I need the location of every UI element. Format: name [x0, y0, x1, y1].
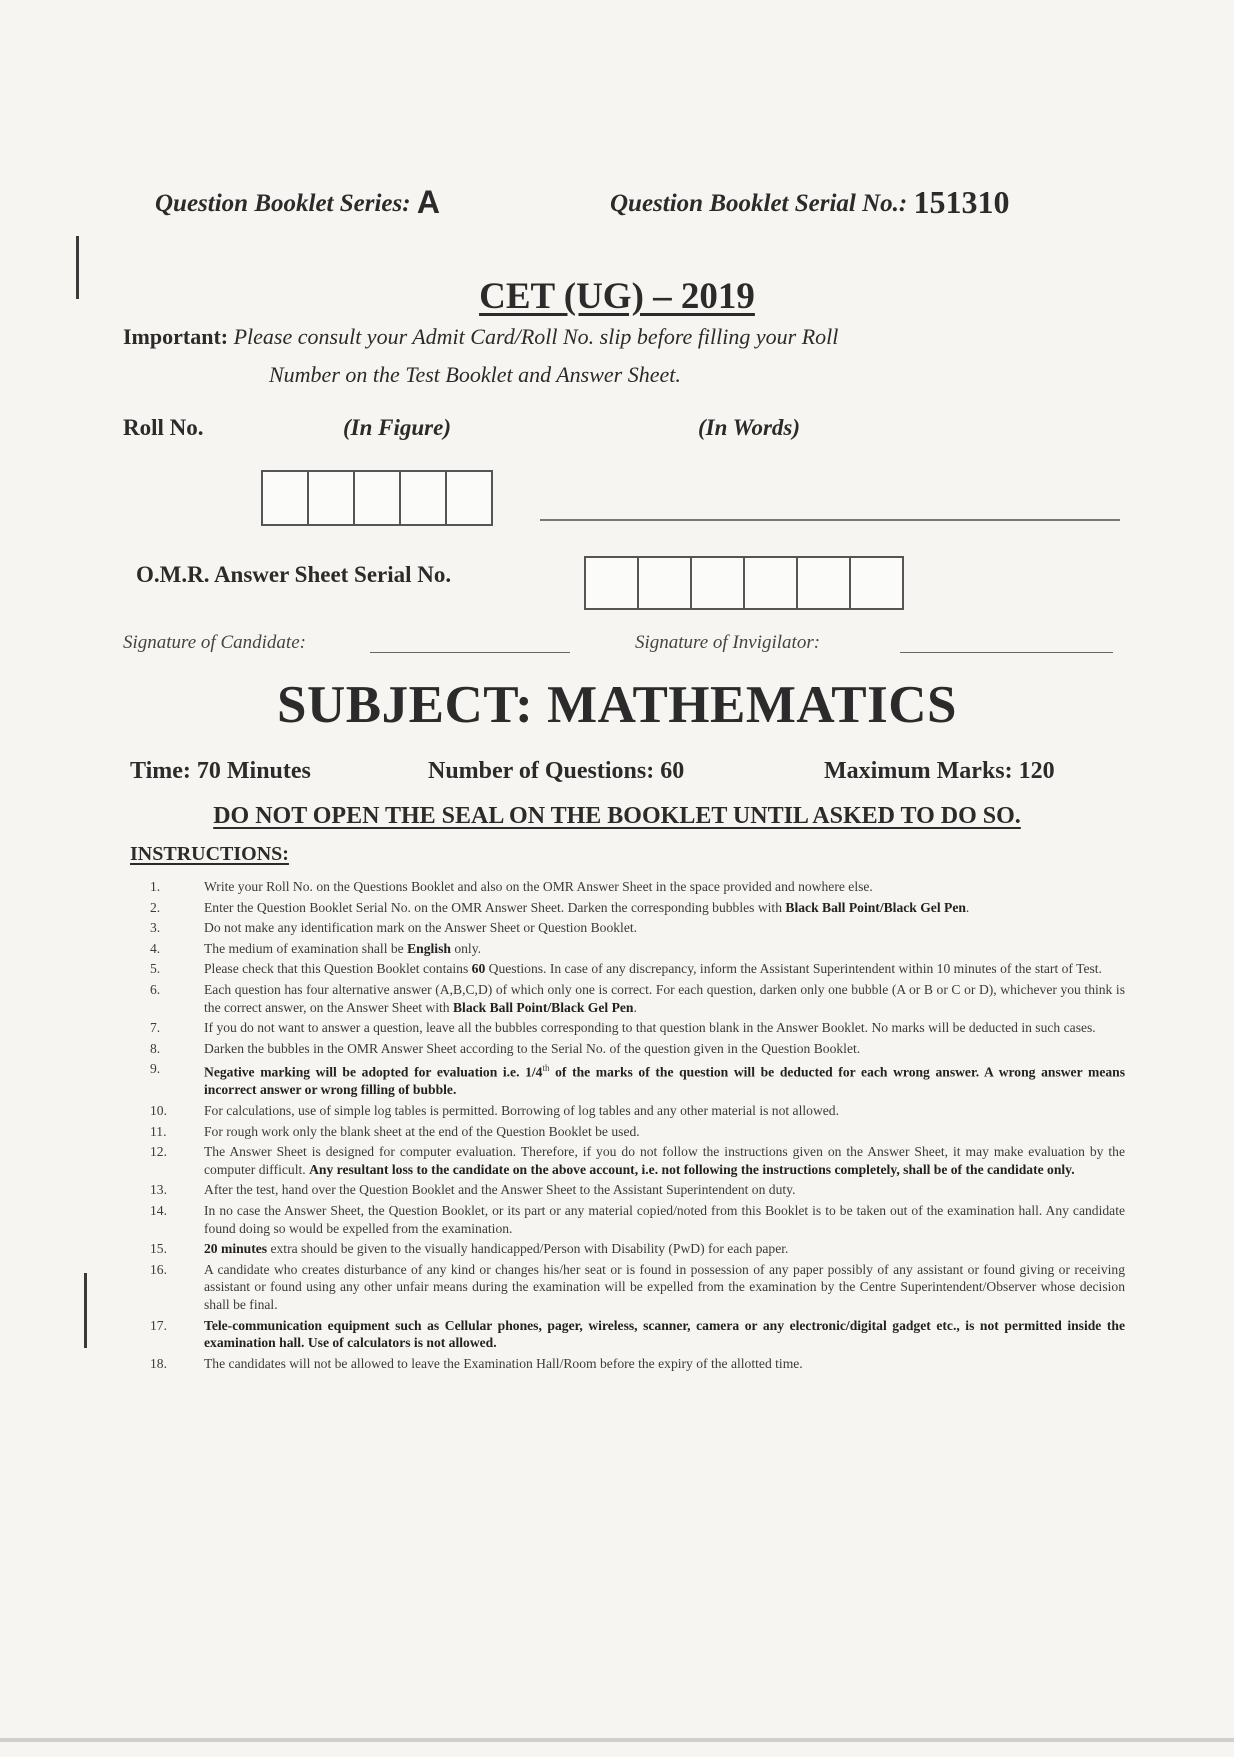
booklet-series-row	[155, 184, 1114, 224]
roll-digit-box[interactable]	[309, 472, 355, 524]
invigilator-signature-label: Signature of Invigilator:	[635, 632, 821, 653]
instruction-text: Do not make any identification mark on the Answer Sheet or Question Booklet.	[204, 920, 638, 936]
instruction-bold-text: Negative marking will be adopted for evaluation i.e. 1/4	[204, 1064, 543, 1080]
instruction-item	[150, 1102, 1125, 1120]
instruction-number: 2.	[150, 899, 161, 915]
instruction-number: 6.	[150, 981, 161, 997]
instruction-number: 17.	[150, 1317, 167, 1333]
seal-warning: DO NOT OPEN THE SEAL ON THE BOOKLET UNTIL ASKED TO DO SO.	[213, 803, 1021, 829]
instruction-number: 18.	[150, 1355, 167, 1371]
instruction-superscript: th	[542, 1063, 550, 1074]
instruction-item	[150, 940, 1125, 958]
instruction-number: 5.	[150, 961, 161, 977]
instruction-number: 9.	[150, 1061, 161, 1077]
instruction-item	[150, 1317, 1125, 1352]
instruction-bold-text-tail: of the marks of the question will be deducted for each wrong answer. A wrong answer means incorrect answer or wrong filling of bubble.	[204, 1064, 1125, 1098]
omr-serial-label: O.M.R. Answer Sheet Serial No.	[136, 562, 452, 587]
instruction-number: 13.	[150, 1182, 167, 1198]
instruction-item	[150, 899, 1125, 917]
instructions-list	[150, 878, 1125, 1375]
omr-digit-box[interactable]	[745, 558, 798, 608]
instruction-item	[150, 1040, 1125, 1058]
instruction-item	[150, 1019, 1125, 1037]
instruction-item	[150, 981, 1125, 1016]
maximum-marks: Maximum Marks: 120	[824, 758, 1055, 784]
instruction-item	[150, 1240, 1125, 1258]
instruction-text: In no case the Answer Sheet, the Question Booklet, or its part or any material copied/noted from this Booklet is to be taken out of the examination hall. Any candidate found doing so would be expelled from the examination.	[204, 1203, 1125, 1236]
instruction-text: The candidates will not be allowed to leave the Examination Hall/Room before the expiry of the allotted time.	[204, 1355, 803, 1371]
page-bottom-edge	[0, 1738, 1234, 1742]
invigilator-signature-line[interactable]	[900, 652, 1113, 653]
instruction-item	[150, 1123, 1125, 1141]
roll-digit-box[interactable]	[447, 472, 491, 524]
instruction-number: 4.	[150, 940, 161, 956]
booklet-series	[155, 184, 440, 221]
omr-digit-box[interactable]	[798, 558, 851, 608]
instruction-item	[150, 878, 1125, 896]
instruction-text-tail: .	[633, 999, 637, 1015]
instruction-text: The Answer Sheet is designed for computer evaluation. Therefore, if you do not follow the instructions given on the Answer Sheet, it may make evaluation by the computer difficult.	[204, 1144, 1125, 1177]
instruction-text-tail: extra should be given to the visually handicapped/Person with Disability (PwD) for each paper.	[267, 1241, 789, 1257]
series-label: Question Booklet Series:	[155, 190, 411, 217]
instruction-text: Darken the bubbles in the OMR Answer Sheet according to the Serial No. of the question given in the Question Booklet.	[204, 1040, 861, 1056]
instruction-item	[150, 1181, 1125, 1199]
instruction-text: A candidate who creates disturbance of any kind or changes his/her seat or is found in possession of any paper possibly of any assistant or found giving or receiving assistant or found using any other unfair means during the examination will be expelled from the examination by the Centre Superintendent/Observer whose decision shall be final.	[204, 1261, 1125, 1312]
omr-serial-boxes[interactable]	[584, 556, 904, 610]
roll-number-boxes[interactable]	[261, 470, 493, 526]
instruction-item	[150, 960, 1125, 978]
instruction-bold-text: Any resultant loss to the candidate on the above account, i.e. not following the instructions completely, shall be of the candidate only.	[309, 1161, 1075, 1177]
instruction-item	[150, 1355, 1125, 1373]
instruction-text: Enter the Question Booklet Serial No. on the OMR Answer Sheet. Darken the corresponding bubbles with	[204, 899, 786, 915]
instruction-item	[150, 1202, 1125, 1237]
instructions-heading: INSTRUCTIONS:	[130, 843, 289, 865]
exam-time: Time: 70 Minutes	[130, 758, 311, 784]
roll-digit-box[interactable]	[263, 472, 309, 524]
instruction-bold-text: English	[407, 940, 451, 956]
important-note	[123, 318, 1123, 394]
series-value: A	[416, 184, 440, 220]
serial-label: Question Booklet Serial No.:	[610, 190, 908, 217]
candidate-signature-line[interactable]	[370, 652, 570, 653]
instruction-number: 11.	[150, 1123, 167, 1139]
subject-title: SUBJECT: MATHEMATICS	[277, 676, 957, 734]
instruction-text-tail: Questions. In case of any discrepancy, inform the Assistant Superintendent within 10 minutes of the start of Test.	[485, 961, 1102, 977]
instruction-number: 7.	[150, 1020, 161, 1036]
roll-digit-box[interactable]	[401, 472, 447, 524]
instruction-bold-text: 60	[471, 961, 486, 977]
instruction-text-tail: .	[965, 899, 970, 915]
instruction-item	[150, 1261, 1125, 1314]
omr-digit-box[interactable]	[639, 558, 692, 608]
booklet-serial	[610, 184, 1010, 221]
roll-digit-box[interactable]	[355, 472, 401, 524]
instruction-number: 8.	[150, 1040, 161, 1056]
instruction-text-tail: only.	[450, 940, 482, 956]
instruction-text: Please check that this Question Booklet contains	[204, 961, 472, 977]
omr-digit-box[interactable]	[586, 558, 639, 608]
important-label: Important:	[123, 324, 229, 349]
roll-in-words-label: (In Words)	[698, 415, 801, 440]
scan-mark-bottom	[84, 1273, 87, 1348]
instruction-item	[150, 919, 1125, 937]
instruction-number: 16.	[150, 1261, 167, 1277]
roll-label: Roll No.	[123, 415, 204, 440]
important-line-1: Please consult your Admit Card/Roll No. slip before filling your Roll	[233, 324, 839, 349]
instruction-text: After the test, hand over the Question Booklet and the Answer Sheet to the Assistant Superintendent on duty.	[204, 1182, 796, 1198]
omr-digit-box[interactable]	[851, 558, 902, 608]
instruction-item	[150, 1060, 1125, 1099]
question-count: Number of Questions: 60	[428, 758, 685, 784]
instruction-number: 14.	[150, 1203, 167, 1219]
instruction-text: The medium of examination shall be	[204, 940, 408, 956]
instruction-text: Each question has four alternative answer (A,B,C,D) of which only one is correct. For each question, darken only one bubble (A or B or C or D), whichever you think is the correct answer, on the Answer Sheet with	[204, 981, 1125, 1015]
instruction-number: 12.	[150, 1144, 167, 1160]
instruction-number: 3.	[150, 920, 161, 936]
instruction-number: 15.	[150, 1241, 167, 1257]
instruction-text: For rough work only the blank sheet at the end of the Question Booklet be used.	[204, 1123, 640, 1139]
roll-in-words-line[interactable]	[540, 519, 1120, 521]
instruction-text: For calculations, use of simple log tables is permitted. Borrowing of log tables and any other material is not allowed.	[204, 1103, 839, 1119]
instruction-item	[150, 1143, 1125, 1178]
instruction-number: 1.	[150, 879, 161, 894]
important-line-2: Number on the Test Booklet and Answer Sheet.	[269, 362, 681, 387]
instruction-text: Write your Roll No. on the Questions Booklet and also on the OMR Answer Sheet in the space provided and nowhere else.	[204, 879, 873, 894]
instruction-text: If you do not want to answer a question, leave all the bubbles corresponding to that question blank in the Answer Booklet. No marks will be deducted in such cases.	[204, 1020, 1096, 1036]
candidate-signature-label: Signature of Candidate:	[123, 632, 306, 653]
exam-title: CET (UG) – 2019	[479, 276, 755, 317]
instruction-bold-text: Black Ball Point/Black Gel Pen	[452, 999, 634, 1015]
instruction-bold-text: Black Ball Point/Black Gel Pen	[785, 899, 966, 915]
omr-digit-box[interactable]	[692, 558, 745, 608]
instruction-bold-text: 20 minutes	[204, 1241, 268, 1257]
instruction-bold-text: Tele-communication equipment such as Cellular phones, pager, wireless, scanner, camera or any electronic/digital gadget etc., is not permitted inside the examination hall. Use of calculators is not allowed.	[204, 1317, 1125, 1351]
instruction-number: 10.	[150, 1103, 167, 1119]
serial-value: 151310	[913, 184, 1010, 220]
roll-in-figure-label: (In Figure)	[343, 415, 451, 440]
